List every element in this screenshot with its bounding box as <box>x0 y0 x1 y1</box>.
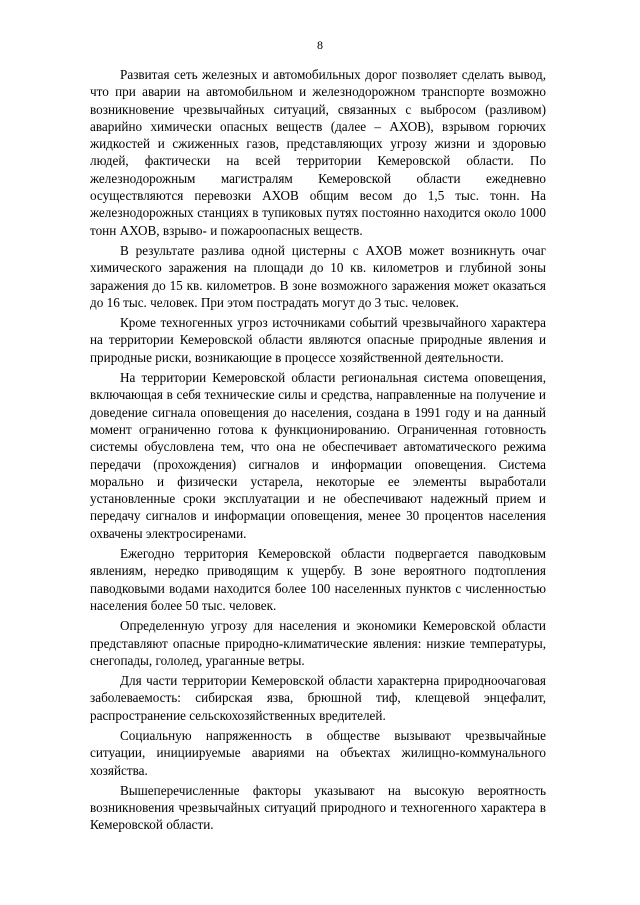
paragraph-social-tension: Социальную напряженность в обществе вызывают чрезвычайные ситуации, инициируемые авариями на объектах жилищно-коммунального хозяйства. <box>90 727 546 778</box>
paragraph-climate-threats: Определенную угрозу для населения и экономики Кемеровской области представляют опасные природно-климатические явления: низкие температуры, снегопады, гололед, ураганные ветры. <box>90 618 546 668</box>
paragraph-floods: Ежегодно территория Кемеровской области подвергается паводковым явлениям, нередко приводящим к ущербу. В зоне вероятного подтопления паводковыми водами находится более 100 населенных пунктов с численностью населения более 50 тыс. человек. <box>90 546 546 613</box>
paragraph-tank-spill: В результате разлива одной цистерны с АХОВ может возникнуть очаг химического заражения на площади до 10 кв. километров и глубиной зоны заражения до 15 кв. километров. В зоне возможного заражения может оказаться до 16 тыс. человек. При этом пострадать могут до 3 тыс. человек. <box>90 242 546 310</box>
paragraph-transport-risks: Развитая сеть железных и автомобильных дорог позволяет сделать вывод, что при аварии на автомобильном и железнодорожном транспорте возможно возникновение чрезвычайных ситуаций, связанных с выбросом (разливом) аварийно химически опасных веществ (далее – АХОВ), взрывом горючих жидкостей и сжиженных газов, представляющих угрозу жизни и здоровью людей, фактически на всей территории Кемеровской области. По железнодорожным магистралям Кемеровской области ежедневно осуществляются перевозки АХОВ общим весом до 1,5 тыс. тонн. На железнодорожных станциях в тупиковых путях постоянно находится около 1000 тонн АХОВ, взрыво- и пожароопасных веществ. <box>90 67 546 238</box>
paragraph-diseases: Для части территории Кемеровской области характерна природноочаговая заболеваемость: сибирская язва, брюшной тиф, клещевой энцефалит, распространение сельскохозяйственных вредителей. <box>90 673 546 723</box>
document-body <box>90 66 546 837</box>
paragraph-natural-hazards: Кроме техногенных угроз источниками событий чрезвычайного характера на территории Кемеровской области являются опасные природные явления и природные риски, возникающие в процессе хозяйственной деятельности. <box>90 315 546 365</box>
page-number: 8 <box>317 38 323 52</box>
paragraph-conclusion: Вышеперечисленные факторы указывают на высокую вероятность возникновения чрезвычайных ситуаций природного и техногенного характера в Кемеровской области. <box>90 782 546 833</box>
paragraph-warning-system: На территории Кемеровской области региональная система оповещения, включающая в себя технические силы и средства, направленные на получение и доведение сигнала оповещения до населения, создана в 1991 году и на данный момент ограниченно готова к функционированию. Ограниченная готовность системы обусловлена тем, что она не обеспечивает автоматического режима передачи (прохождения) сигналов и информации оповещения. Система морально и физически устарела, некоторые ее элементы выработали установленные сроки эксплуатации и не обеспечивают надежный прием и передачу сигналов и информации оповещения, менее 30 процентов населения охвачены электросиренами. <box>90 370 546 541</box>
